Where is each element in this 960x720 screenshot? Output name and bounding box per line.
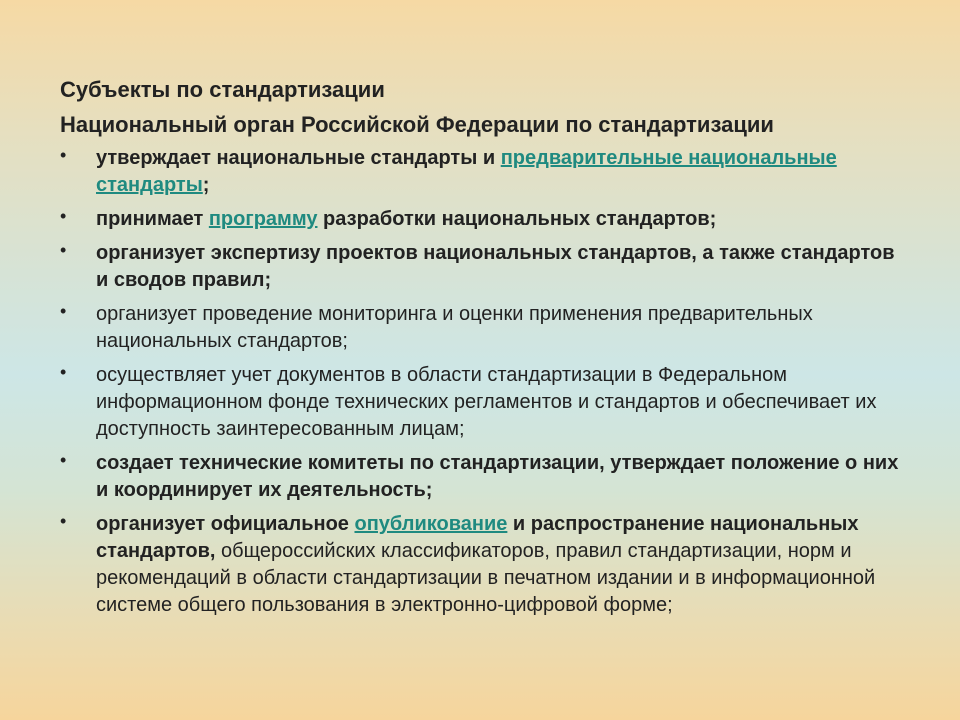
- bullet-icon: •: [60, 511, 67, 531]
- bullet-item-approves-standards: [60, 145, 910, 199]
- link-publication[interactable]: опубликование: [354, 513, 508, 535]
- bullet-text: организует проведение мониторинга и оценки применения предварительных национальных стандартов;: [96, 303, 813, 352]
- bullet-list: [60, 145, 910, 619]
- bullet-icon: •: [60, 240, 67, 260]
- slide-title: Субъекты по стандартизации: [60, 77, 385, 102]
- bullet-item-adopts-program: [60, 206, 910, 233]
- bullet-text: принимает: [96, 208, 209, 230]
- slide-subtitle: Национальный орган Российской Федерации по стандартизации: [60, 112, 774, 137]
- bullet-text-end: разработки национальных стандартов;: [317, 208, 717, 230]
- bullet-text-bold: и распространение национальных стандартов,: [96, 513, 859, 562]
- bullet-item-publication: [60, 511, 910, 619]
- bullet-item-monitoring: [60, 301, 910, 355]
- bullet-text: организует официальное: [96, 513, 355, 535]
- bullet-icon: •: [60, 206, 67, 226]
- bullet-text: осуществляет учет документов в области стандартизации в Федеральном информационном фонде технических регламентов и стандартов и обеспечивает их доступность заинтересованным лицам;: [96, 364, 877, 440]
- bullet-text: утверждает национальные стандарты и: [96, 147, 501, 169]
- bullet-item-accounting: [60, 362, 910, 443]
- bullet-icon: •: [60, 145, 67, 165]
- bullet-item-expertise: [60, 240, 910, 294]
- bullet-text-regular: общероссийских классификаторов, правил стандартизации, норм и рекомендаций в области стандартизации в печатном издании и в информационной системе общего пользования в электронно-цифровой форме;: [96, 540, 876, 616]
- bullet-item-committees: [60, 450, 910, 504]
- link-preliminary-standards[interactable]: предварительные национальные стандарты: [96, 147, 837, 196]
- bullet-text-end: ;: [202, 174, 210, 196]
- link-program[interactable]: программу: [208, 208, 318, 230]
- bullet-text: создает технические комитеты по стандартизации, утверждает положение о них и координирует их деятельность;: [96, 452, 899, 501]
- bullet-icon: •: [60, 450, 67, 470]
- bullet-icon: •: [60, 362, 67, 382]
- bullet-text: организует экспертизу проектов национальных стандартов, а также стандартов и сводов правил;: [96, 242, 895, 291]
- slide-content: [60, 75, 910, 626]
- bullet-icon: •: [60, 301, 67, 321]
